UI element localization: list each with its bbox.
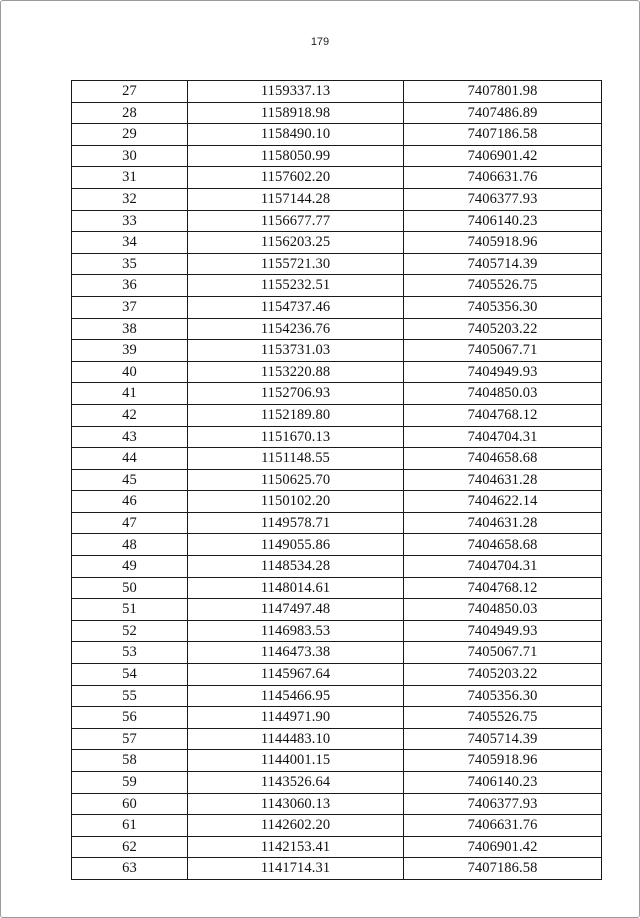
table-row xyxy=(72,167,602,189)
point-number-cell: 49 xyxy=(72,556,188,578)
point-number-cell: 63 xyxy=(72,858,188,880)
y-coordinate-cell: 7406140.23 xyxy=(404,772,602,794)
x-coordinate-cell: 1144971.90 xyxy=(188,707,404,729)
point-number-cell: 38 xyxy=(72,318,188,340)
x-coordinate-cell: 1158918.98 xyxy=(188,102,404,124)
x-coordinate-cell: 1152706.93 xyxy=(188,383,404,405)
x-coordinate-cell: 1146473.38 xyxy=(188,642,404,664)
x-coordinate-cell: 1158050.99 xyxy=(188,145,404,167)
x-coordinate-cell: 1159337.13 xyxy=(188,81,404,103)
point-number-cell: 34 xyxy=(72,232,188,254)
y-coordinate-cell: 7404658.68 xyxy=(404,448,602,470)
y-coordinate-cell: 7405356.30 xyxy=(404,296,602,318)
x-coordinate-cell: 1151148.55 xyxy=(188,448,404,470)
x-coordinate-cell: 1150102.20 xyxy=(188,491,404,513)
point-number-cell: 28 xyxy=(72,102,188,124)
y-coordinate-cell: 7404631.28 xyxy=(404,512,602,534)
y-coordinate-cell: 7406377.93 xyxy=(404,188,602,210)
point-number-cell: 41 xyxy=(72,383,188,405)
point-number-cell: 50 xyxy=(72,577,188,599)
table-row xyxy=(72,296,602,318)
coordinates-table xyxy=(71,80,602,880)
y-coordinate-cell: 7404622.14 xyxy=(404,491,602,513)
point-number-cell: 57 xyxy=(72,728,188,750)
x-coordinate-cell: 1147497.48 xyxy=(188,599,404,621)
x-coordinate-cell: 1156677.77 xyxy=(188,210,404,232)
x-coordinate-cell: 1145967.64 xyxy=(188,664,404,686)
table-row xyxy=(72,81,602,103)
table-row xyxy=(72,815,602,837)
x-coordinate-cell: 1157602.20 xyxy=(188,167,404,189)
point-number-cell: 52 xyxy=(72,620,188,642)
table-row xyxy=(72,556,602,578)
y-coordinate-cell: 7404631.28 xyxy=(404,469,602,491)
table-row xyxy=(72,491,602,513)
y-coordinate-cell: 7404768.12 xyxy=(404,577,602,599)
point-number-cell: 48 xyxy=(72,534,188,556)
y-coordinate-cell: 7406631.76 xyxy=(404,167,602,189)
coordinates-table-body xyxy=(72,81,602,880)
table-row xyxy=(72,620,602,642)
point-number-cell: 47 xyxy=(72,512,188,534)
table-row xyxy=(72,340,602,362)
point-number-cell: 55 xyxy=(72,685,188,707)
y-coordinate-cell: 7407186.58 xyxy=(404,124,602,146)
y-coordinate-cell: 7406631.76 xyxy=(404,815,602,837)
x-coordinate-cell: 1145466.95 xyxy=(188,685,404,707)
y-coordinate-cell: 7404768.12 xyxy=(404,404,602,426)
y-coordinate-cell: 7407186.58 xyxy=(404,858,602,880)
point-number-cell: 43 xyxy=(72,426,188,448)
table-row xyxy=(72,534,602,556)
point-number-cell: 62 xyxy=(72,836,188,858)
y-coordinate-cell: 7405203.22 xyxy=(404,318,602,340)
table-row xyxy=(72,664,602,686)
y-coordinate-cell: 7404850.03 xyxy=(404,383,602,405)
table-row xyxy=(72,448,602,470)
y-coordinate-cell: 7404850.03 xyxy=(404,599,602,621)
y-coordinate-cell: 7404658.68 xyxy=(404,534,602,556)
x-coordinate-cell: 1155232.51 xyxy=(188,275,404,297)
point-number-cell: 56 xyxy=(72,707,188,729)
y-coordinate-cell: 7405526.75 xyxy=(404,707,602,729)
table-row xyxy=(72,275,602,297)
x-coordinate-cell: 1155721.30 xyxy=(188,253,404,275)
page-number: 179 xyxy=(310,36,330,48)
table-row xyxy=(72,318,602,340)
point-number-cell: 33 xyxy=(72,210,188,232)
x-coordinate-cell: 1153731.03 xyxy=(188,340,404,362)
table-row xyxy=(72,577,602,599)
y-coordinate-cell: 7405203.22 xyxy=(404,664,602,686)
table-row xyxy=(72,599,602,621)
point-number-cell: 31 xyxy=(72,167,188,189)
y-coordinate-cell: 7406140.23 xyxy=(404,210,602,232)
point-number-cell: 45 xyxy=(72,469,188,491)
y-coordinate-cell: 7407801.98 xyxy=(404,81,602,103)
x-coordinate-cell: 1148014.61 xyxy=(188,577,404,599)
x-coordinate-cell: 1154737.46 xyxy=(188,296,404,318)
y-coordinate-cell: 7406901.42 xyxy=(404,145,602,167)
point-number-cell: 30 xyxy=(72,145,188,167)
table-row xyxy=(72,642,602,664)
table-row xyxy=(72,707,602,729)
x-coordinate-cell: 1153220.88 xyxy=(188,361,404,383)
point-number-cell: 51 xyxy=(72,599,188,621)
y-coordinate-cell: 7406377.93 xyxy=(404,793,602,815)
table-row xyxy=(72,253,602,275)
point-number-cell: 27 xyxy=(72,81,188,103)
x-coordinate-cell: 1141714.31 xyxy=(188,858,404,880)
x-coordinate-cell: 1142153.41 xyxy=(188,836,404,858)
point-number-cell: 59 xyxy=(72,772,188,794)
y-coordinate-cell: 7407486.89 xyxy=(404,102,602,124)
table-row xyxy=(72,426,602,448)
y-coordinate-cell: 7405918.96 xyxy=(404,232,602,254)
point-number-cell: 32 xyxy=(72,188,188,210)
y-coordinate-cell: 7405067.71 xyxy=(404,642,602,664)
table-row xyxy=(72,858,602,880)
x-coordinate-cell: 1144483.10 xyxy=(188,728,404,750)
point-number-cell: 29 xyxy=(72,124,188,146)
table-row xyxy=(72,404,602,426)
x-coordinate-cell: 1152189.80 xyxy=(188,404,404,426)
x-coordinate-cell: 1156203.25 xyxy=(188,232,404,254)
x-coordinate-cell: 1144001.15 xyxy=(188,750,404,772)
table-row xyxy=(72,210,602,232)
x-coordinate-cell: 1157144.28 xyxy=(188,188,404,210)
y-coordinate-cell: 7404704.31 xyxy=(404,426,602,448)
point-number-cell: 53 xyxy=(72,642,188,664)
point-number-cell: 42 xyxy=(72,404,188,426)
x-coordinate-cell: 1148534.28 xyxy=(188,556,404,578)
x-coordinate-cell: 1150625.70 xyxy=(188,469,404,491)
point-number-cell: 35 xyxy=(72,253,188,275)
table-row xyxy=(72,685,602,707)
table-row xyxy=(72,124,602,146)
table-row xyxy=(72,232,602,254)
y-coordinate-cell: 7405526.75 xyxy=(404,275,602,297)
point-number-cell: 37 xyxy=(72,296,188,318)
x-coordinate-cell: 1142602.20 xyxy=(188,815,404,837)
y-coordinate-cell: 7405714.39 xyxy=(404,253,602,275)
y-coordinate-cell: 7405356.30 xyxy=(404,685,602,707)
y-coordinate-cell: 7405067.71 xyxy=(404,340,602,362)
point-number-cell: 60 xyxy=(72,793,188,815)
y-coordinate-cell: 7406901.42 xyxy=(404,836,602,858)
x-coordinate-cell: 1149578.71 xyxy=(188,512,404,534)
point-number-cell: 46 xyxy=(72,491,188,513)
table-row xyxy=(72,145,602,167)
point-number-cell: 54 xyxy=(72,664,188,686)
x-coordinate-cell: 1149055.86 xyxy=(188,534,404,556)
y-coordinate-cell: 7404949.93 xyxy=(404,361,602,383)
point-number-cell: 39 xyxy=(72,340,188,362)
table-row xyxy=(72,793,602,815)
table-row xyxy=(72,512,602,534)
table-row xyxy=(72,361,602,383)
point-number-cell: 61 xyxy=(72,815,188,837)
x-coordinate-cell: 1154236.76 xyxy=(188,318,404,340)
table-row xyxy=(72,836,602,858)
x-coordinate-cell: 1151670.13 xyxy=(188,426,404,448)
y-coordinate-cell: 7405714.39 xyxy=(404,728,602,750)
y-coordinate-cell: 7404949.93 xyxy=(404,620,602,642)
x-coordinate-cell: 1143526.64 xyxy=(188,772,404,794)
table-row xyxy=(72,728,602,750)
table-row xyxy=(72,188,602,210)
table-row xyxy=(72,383,602,405)
table-row xyxy=(72,102,602,124)
table-row xyxy=(72,772,602,794)
point-number-cell: 58 xyxy=(72,750,188,772)
y-coordinate-cell: 7405918.96 xyxy=(404,750,602,772)
x-coordinate-cell: 1143060.13 xyxy=(188,793,404,815)
point-number-cell: 40 xyxy=(72,361,188,383)
x-coordinate-cell: 1158490.10 xyxy=(188,124,404,146)
x-coordinate-cell: 1146983.53 xyxy=(188,620,404,642)
table-row xyxy=(72,469,602,491)
point-number-cell: 44 xyxy=(72,448,188,470)
y-coordinate-cell: 7404704.31 xyxy=(404,556,602,578)
table-row xyxy=(72,750,602,772)
point-number-cell: 36 xyxy=(72,275,188,297)
